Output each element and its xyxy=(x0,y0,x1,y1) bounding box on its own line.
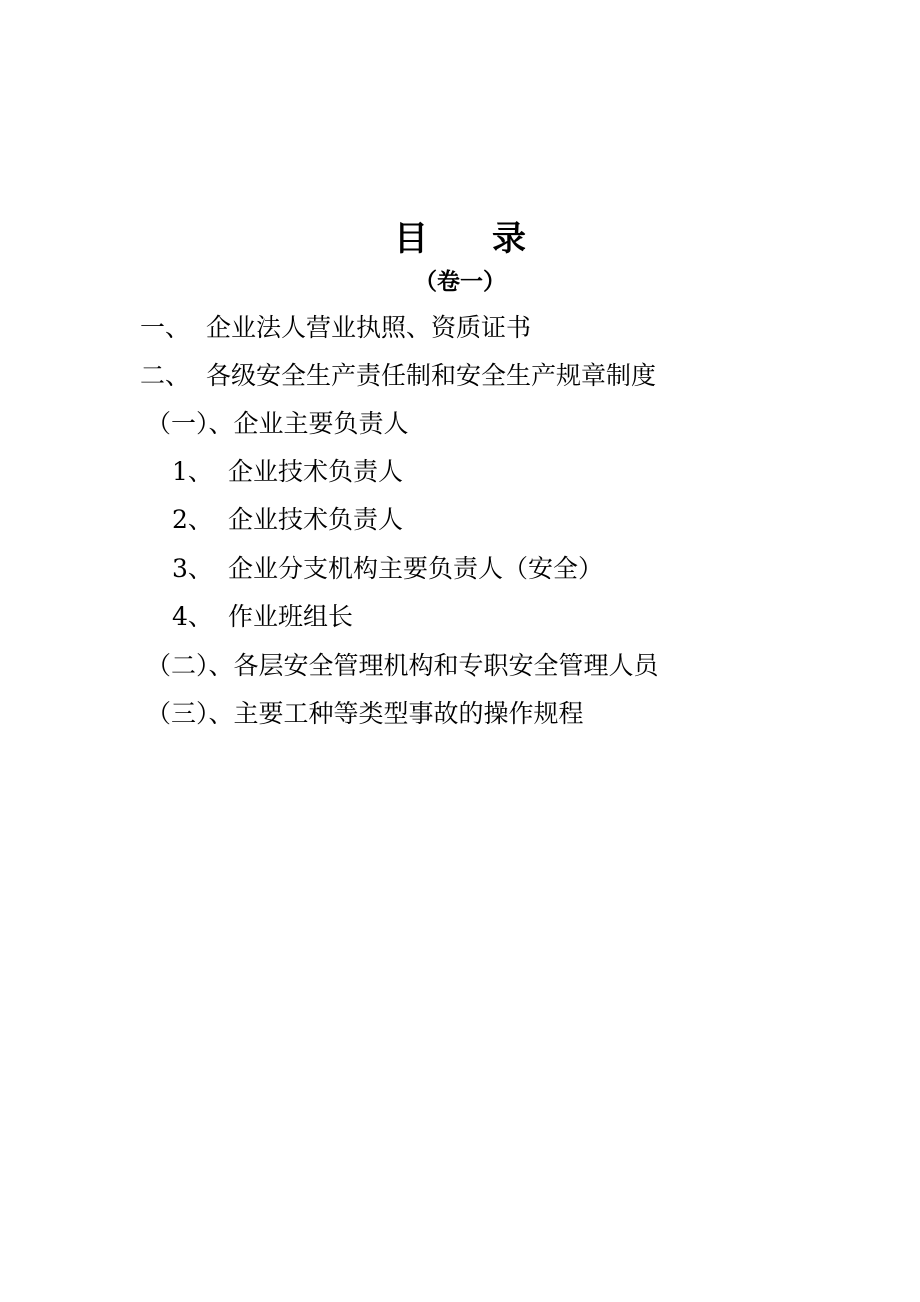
toc-entry-text: 企业主要负责人 xyxy=(233,409,409,438)
toc-entry-2 xyxy=(140,356,656,396)
toc-entry-text: 企业技术负责人 xyxy=(228,505,404,534)
toc-entry-number: 3、 xyxy=(172,554,213,583)
title-char-2: 录 xyxy=(492,218,526,259)
toc-entry-number: （三）、 xyxy=(146,699,234,728)
page-title xyxy=(0,210,920,260)
toc-entry-text: 企业分支机构主要负责人（安全） xyxy=(228,554,604,583)
toc-entry-5 xyxy=(172,500,403,540)
toc-entry-7 xyxy=(172,597,353,637)
toc-entry-3 xyxy=(146,404,409,444)
toc-entry-number: （一）、 xyxy=(146,409,234,438)
toc-entry-text: 企业法人营业执照、资质证书 xyxy=(206,313,532,342)
toc-entry-text: 各层安全管理机构和专职安全管理人员 xyxy=(233,651,659,680)
volume-subtitle: （卷一） xyxy=(414,269,506,295)
toc-entry-number: 4、 xyxy=(172,602,213,631)
toc-entry-text: 企业技术负责人 xyxy=(228,457,404,486)
toc-entry-number: （二）、 xyxy=(146,651,234,680)
toc-entry-number: 1、 xyxy=(172,457,213,486)
toc-entry-number: 二、 xyxy=(140,361,191,390)
toc-entry-text: 作业班组长 xyxy=(228,602,354,631)
toc-entry-1 xyxy=(140,308,531,348)
toc-entry-number: 一、 xyxy=(140,313,191,342)
toc-entry-number: 2、 xyxy=(172,505,213,534)
toc-entry-8 xyxy=(146,646,659,686)
toc-entry-text: 各级安全生产责任制和安全生产规章制度 xyxy=(206,361,657,390)
title-char-1: 目 xyxy=(394,218,428,259)
toc-entry-6 xyxy=(172,549,603,589)
toc-entry-text: 主要工种等类型事故的操作规程 xyxy=(233,699,584,728)
toc-entry-4 xyxy=(172,452,403,492)
toc-entry-9 xyxy=(146,694,584,734)
